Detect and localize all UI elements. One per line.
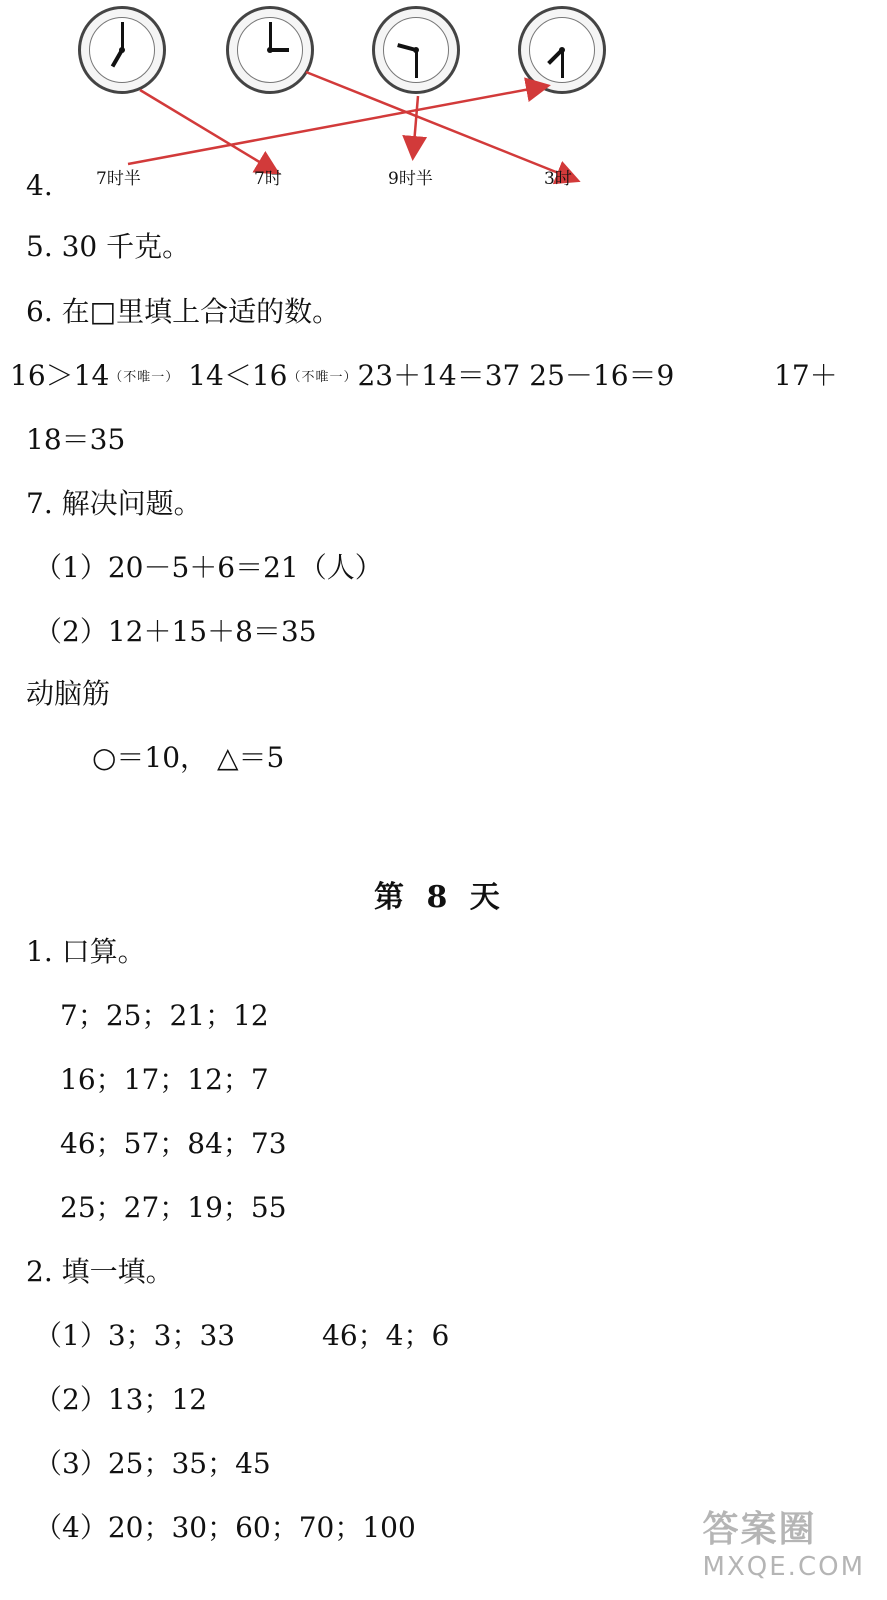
clock-matching-figure (68, 0, 628, 196)
watermark-url: MXQE.COM (702, 1552, 865, 1582)
clock-label: 7时 (254, 169, 282, 189)
answer-row: 46；4；6 (322, 1319, 450, 1352)
answer-row: （2）13；12 (34, 1383, 208, 1416)
expression: 25－16＝9 (529, 359, 675, 392)
expression: 23＋14＝37 (357, 359, 521, 392)
answer-row: 7；25；21；12 (60, 999, 269, 1032)
question-6-title: 6. 在□里填上合适的数。 (26, 295, 341, 328)
answer-row: 46；57；84；73 (60, 1127, 287, 1160)
question-4-number: 4. (26, 169, 53, 202)
watermark-logo (703, 1501, 865, 1582)
question-6-expressions (10, 359, 675, 392)
clock-label: 7时半 (96, 169, 141, 189)
clock-label: 9时半 (388, 169, 433, 189)
watermark-text: 答案圈 (702, 1509, 817, 1550)
day8-question-2-title: 2. 填一填。 (26, 1255, 174, 1288)
expression: 17＋ (774, 359, 838, 392)
answer-row: 25；27；19；55 (60, 1191, 287, 1224)
answer-row: 16；17；12；7 (60, 1063, 269, 1096)
note: （不唯一） (109, 370, 180, 385)
brain-teaser-answer: ○＝10， △＝5 (92, 741, 285, 774)
expression: 14＜16 (188, 359, 288, 392)
day8-question-1-title: 1. 口算。 (26, 935, 146, 968)
expression: 18＝35 (26, 423, 126, 456)
day-heading: 第 8 天 (374, 880, 506, 915)
brain-teaser-title: 动脑筋 (26, 677, 111, 710)
answer-row: （4）20；30；60；70；100 (34, 1511, 416, 1544)
clock-label: 3时 (544, 169, 572, 189)
question-7-answer-1: （1）20－5＋6＝21（人） (34, 551, 383, 584)
question-7-answer-2: （2）12＋15＋8＝35 (34, 615, 317, 648)
answer-row: （3）25；35；45 (34, 1447, 271, 1480)
answer-row: （1）3；3；33 (34, 1319, 236, 1352)
question-5-answer: 5. 30 千克。 (26, 230, 191, 263)
question-7-title: 7. 解决问题。 (26, 487, 202, 520)
expression: 16＞14 (10, 359, 110, 392)
note: （不唯一） (287, 370, 358, 385)
